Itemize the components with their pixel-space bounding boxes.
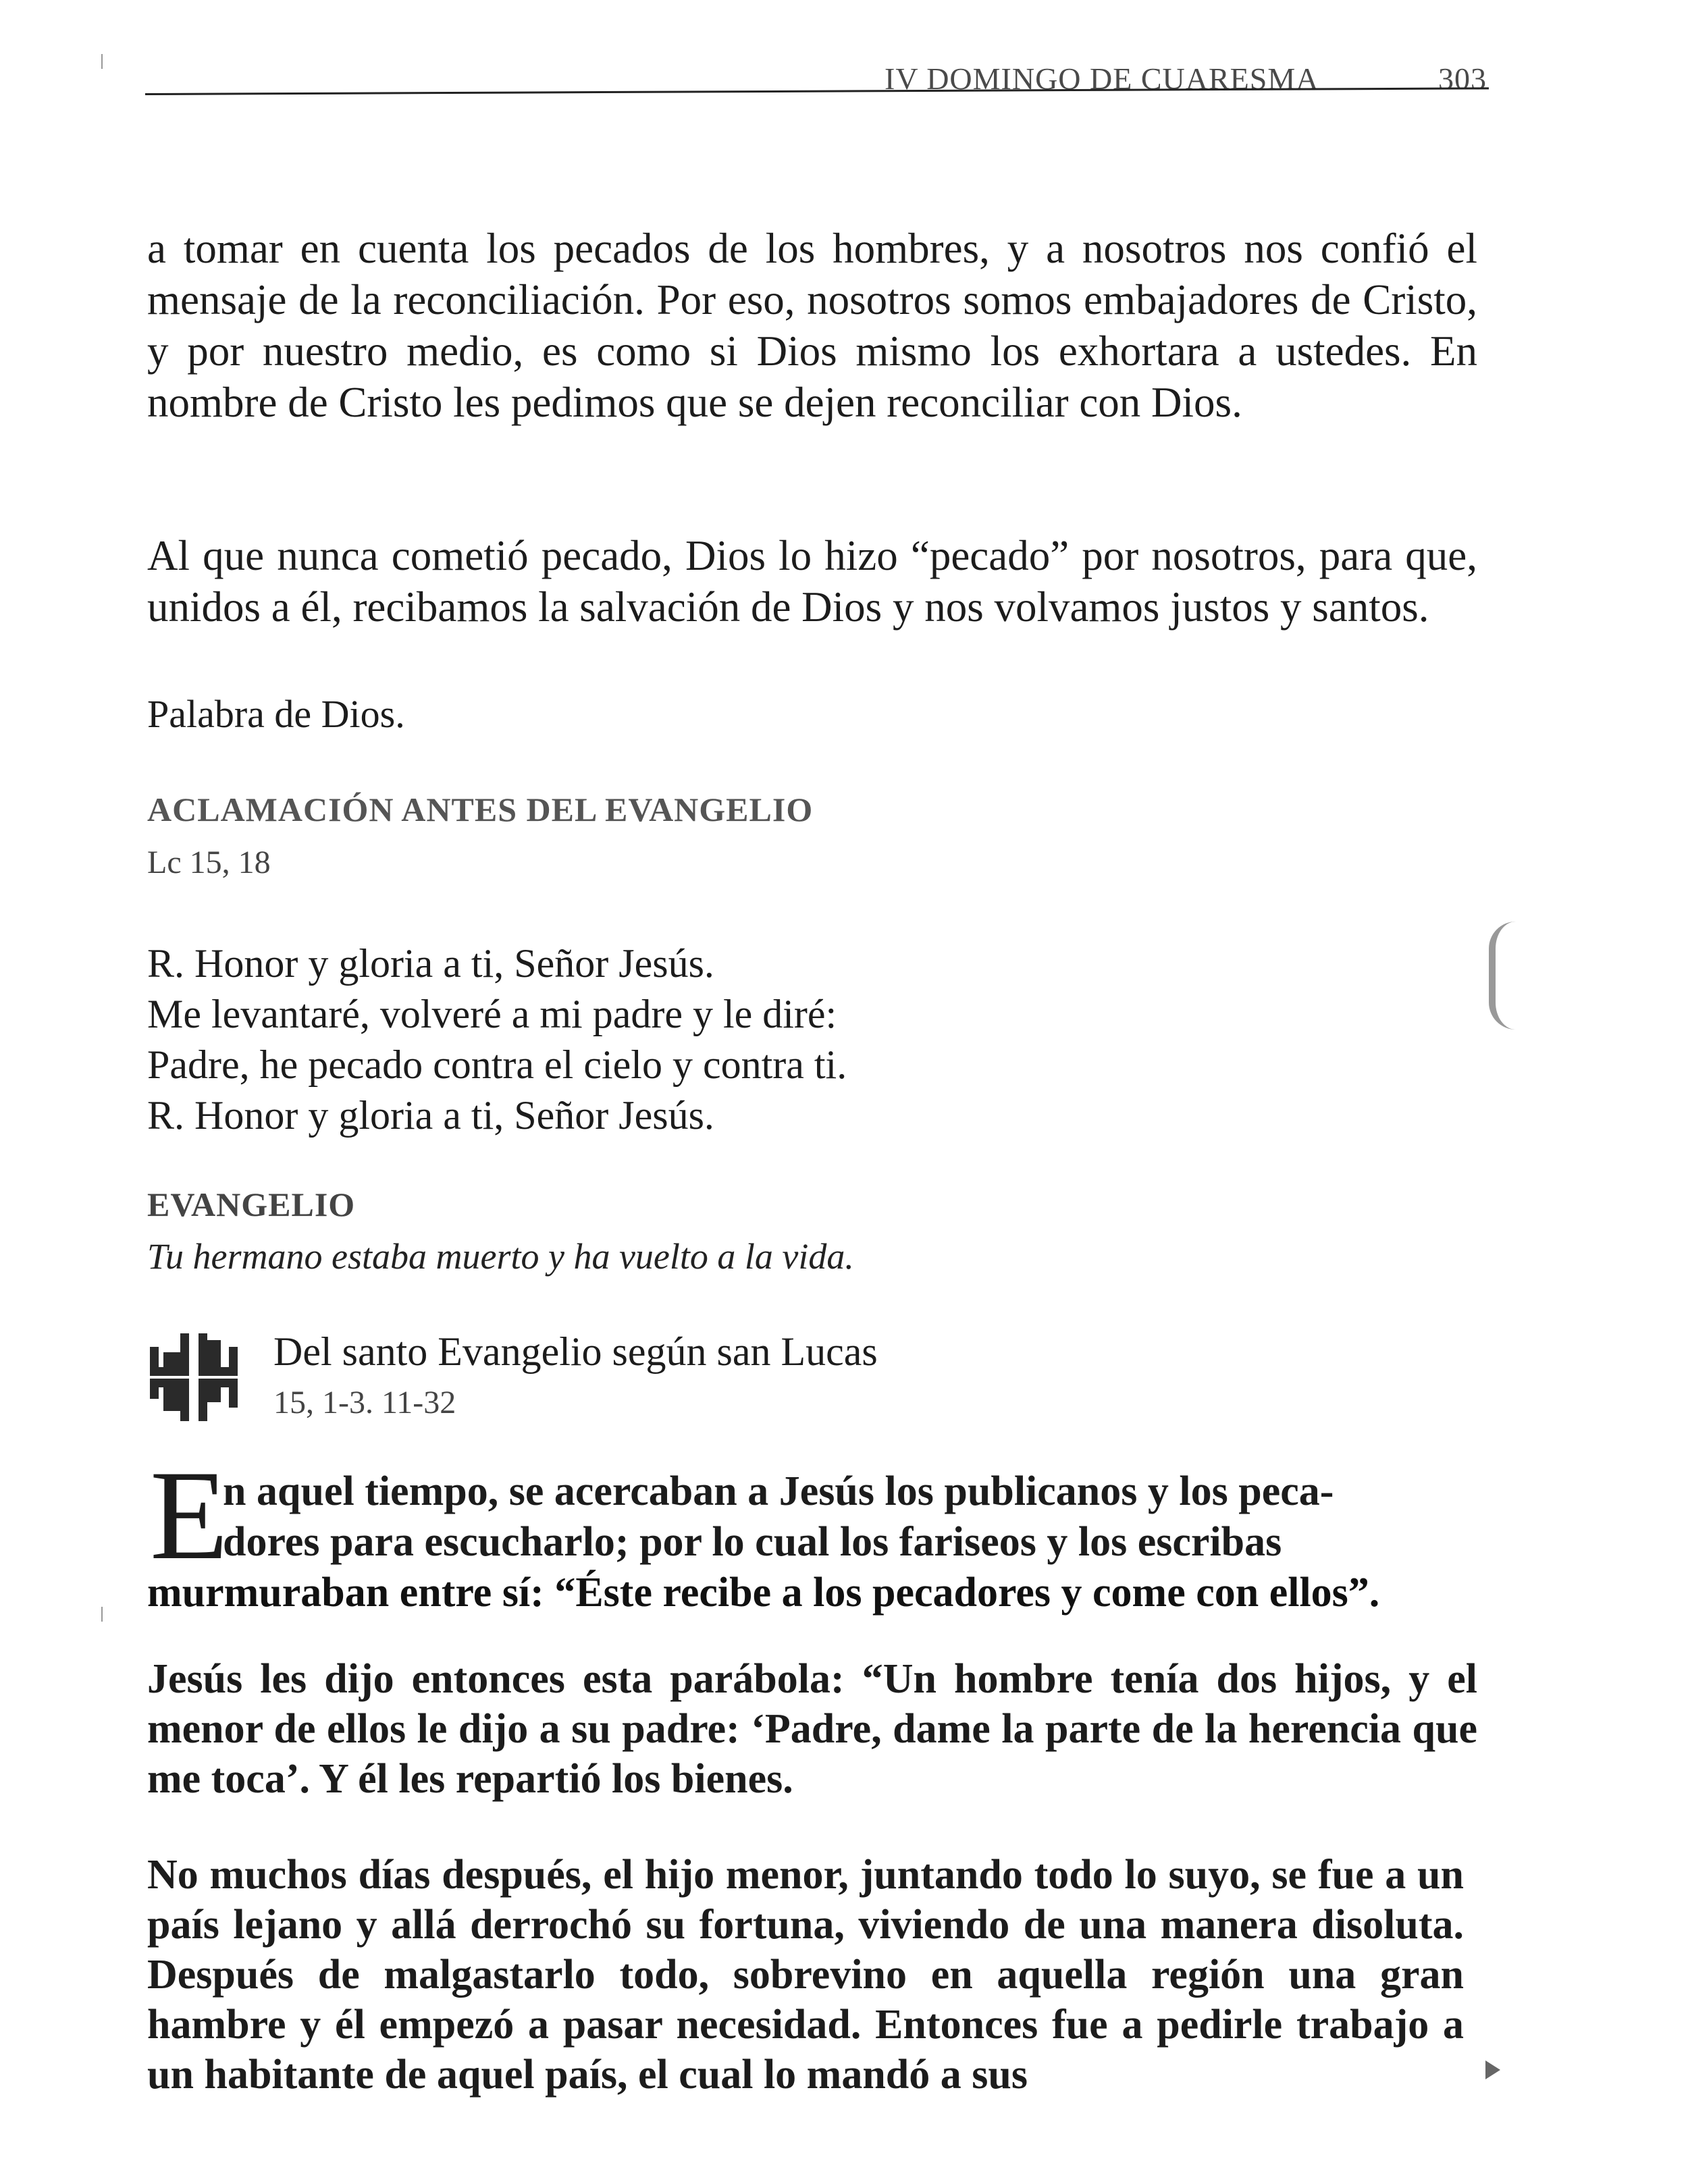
- gospel-heading: EVANGELIO: [147, 1186, 356, 1223]
- gospel-paragraph-1-line: dores para escucharlo; por lo cual los fariseos y los escribas: [223, 1519, 1282, 1565]
- gospel-reference: 15, 1-3. 11-32: [273, 1385, 456, 1420]
- gospel-paragraph-3: No muchos días después, el hijo menor, juntando todo lo suyo, se fue a un país lejano y allá derrochó su fortuna, viviendo de una manera disoluta. Después de malgastarlo todo, sobrevino en aquella región una gran hambre y él empezó a pasar necesidad. Entonces fue a pedirle trabajo a un habitante de aquel país, el cual lo mandó a sus: [147, 1852, 1464, 2098]
- header-title: IV DOMINGO DE CUARESMA: [885, 61, 1319, 96]
- jerusalem-cross-icon: [150, 1333, 238, 1421]
- acclamation-line: Me levantaré, volveré a mi padre y le diré:: [147, 992, 837, 1036]
- acclamation-reference: Lc 15, 18: [147, 845, 271, 880]
- margin-mark: [101, 1607, 103, 1622]
- gospel-paragraph-1: [147, 1445, 1477, 1618]
- acclamation-heading: ACLAMACIÓN ANTES DEL EVANGELIO: [147, 791, 814, 828]
- page-edge-mark: [1489, 922, 1516, 1030]
- acclamation-line: R. Honor y gloria a ti, Señor Jesús.: [147, 1093, 714, 1138]
- running-header: [810, 55, 1487, 103]
- gospel-paragraph-1-line: n aquel tiempo, se acercaban a Jesús los publicanos y los peca-: [223, 1468, 1334, 1514]
- drop-cap: E: [150, 1445, 229, 1587]
- acclamation-line: Padre, he pecado contra el cielo y contra ti.: [147, 1042, 847, 1087]
- reading-paragraph-1: a tomar en cuenta los pecados de los hombres, y a nosotros nos confió el mensaje de la reconciliación. Por eso, nosotros somos embajadores de Cristo, y por nuestro medio, es como si Dios mismo los exhortara a ustedes. En nombre de Cristo les pedimos que se dejen reconciliar con Dios.: [147, 225, 1477, 426]
- acclamation-verses: [147, 938, 1160, 1141]
- gospel-paragraph-1-line: murmuraban entre sí: “Éste recibe a los pecadores y come con ellos”.: [147, 1570, 1380, 1616]
- reading-paragraph-2: Al que nunca cometió pecado, Dios lo hizo “pecado” por nosotros, para que, unidos a él, recibamos la salvación de Dios y nos volvamos justos y santos.: [147, 532, 1477, 631]
- continue-arrow-icon: [1485, 2060, 1500, 2079]
- margin-mark: [101, 54, 103, 69]
- page-number: 303: [1438, 61, 1487, 96]
- acclamation-line: R. Honor y gloria a ti, Señor Jesús.: [147, 941, 714, 986]
- reading-closing: Palabra de Dios.: [147, 692, 405, 736]
- gospel-paragraph-2: Jesús les dijo entonces esta parábola: “Un hombre tenía dos hijos, y el menor de ellos le dijo a su padre: ‘Padre, dame la parte de la herencia que me toca’. Y él les repartió los bienes.: [147, 1656, 1477, 1802]
- gospel-subtitle: Tu hermano estaba muerto y ha vuelto a la vida.: [147, 1236, 854, 1277]
- gospel-source: Del santo Evangelio según san Lucas: [273, 1329, 878, 1374]
